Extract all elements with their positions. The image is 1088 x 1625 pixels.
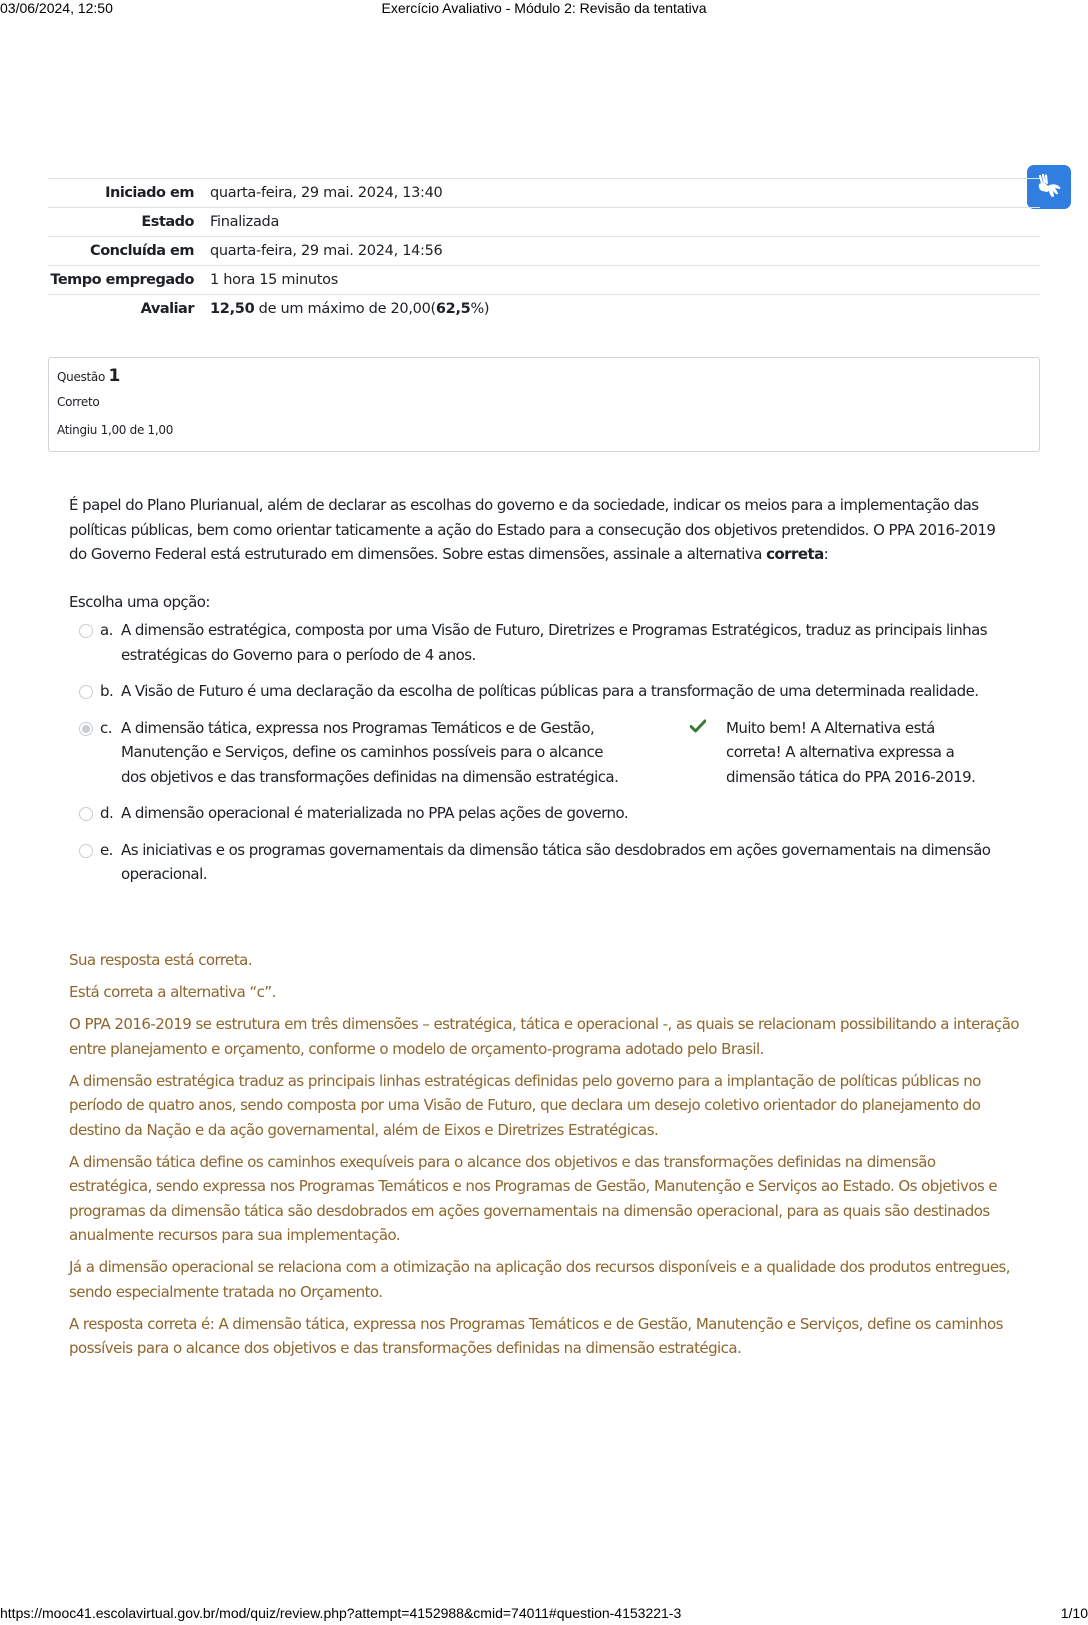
question-number: Questão 1 xyxy=(57,366,121,386)
print-title: Exercício Avaliativo - Módulo 2: Revisão da tentativa xyxy=(381,0,707,16)
attempt-summary-table xyxy=(48,178,1040,323)
print-footer xyxy=(0,1605,1088,1625)
question-text: É papel do Plano Plurianual, além de declarar as escolhas do governo e da sociedade, indicar os meios para a implementação das políticas públicas, bem como orientar taticamente a ação do Estado para a consecução dos objetivos pretendidos. O PPA 2016-2019 do Governo Federal está estruturado em dimensões. Sobre estas dimensões, assinale a alternativa correta: xyxy=(69,496,996,563)
correct-answer-text: A resposta correta é: A dimensão tática, expressa nos Programas Temáticos e de Gestão, Manutenção e Serviços, define os caminhos possíveis para o alcance dos objetivos e das transformações definidas na dimensão estratégica. xyxy=(69,1314,1003,1357)
summary-row-started xyxy=(48,179,1040,208)
radio-button[interactable] xyxy=(79,807,93,821)
answer-prompt: Escolha uma opção: xyxy=(69,592,210,611)
option-letter: b. xyxy=(100,682,114,700)
summary-value: 1 hora 15 minutos xyxy=(210,272,338,288)
question-state: Correto xyxy=(57,395,100,409)
summary-row-completed xyxy=(48,237,1040,266)
feedback-paragraph: Já a dimensão operacional se relaciona com a otimização na aplicação dos recursos disponíveis e a qualidade dos produtos entregues, sendo especialmente tratada no Orçamento. xyxy=(69,1258,1010,1301)
print-date: 03/06/2024, 12:50 xyxy=(0,0,113,16)
summary-row-time-taken xyxy=(48,266,1040,295)
page-url: https://mooc41.escolavirtual.gov.br/mod/quiz/review.php?attempt=4152988&cmid=74011#question-4153221-3 xyxy=(0,1605,682,1621)
page-number: 1/10 xyxy=(1060,1605,1088,1621)
option-text: A Visão de Futuro é uma declaração da escolha de políticas públicas para a transformação de uma determinada realidade. xyxy=(121,682,979,700)
summary-value: Finalizada xyxy=(210,214,280,230)
print-header xyxy=(0,0,1088,20)
grade-percent: 62,5 xyxy=(435,301,471,317)
radio-button-checked[interactable] xyxy=(79,722,93,736)
feedback-paragraph: Está correta a alternativa “c”. xyxy=(69,983,276,1001)
option-letter: d. xyxy=(100,804,114,822)
answer-option-d[interactable] xyxy=(69,801,1009,826)
feedback-paragraph: O PPA 2016-2019 se estrutura em três dimensões – estratégica, tática e operacional -, as quais se relacionam possibilitando a interação entre planejamento e orçamento, conforme o modelo de orçamento-programa adotado pelo Brasil. xyxy=(69,1015,1019,1058)
option-text: A dimensão operacional é materializada no PPA pelas ações de governo. xyxy=(121,804,629,822)
option-letter: c. xyxy=(100,718,112,737)
check-icon xyxy=(690,716,726,790)
feedback-text: Muito bem! A Alternativa está correta! A alternativa expressa a dimensão tática do PPA 2016-2019. xyxy=(726,718,976,786)
summary-value: 12,50 de um máximo de 20,00(62,5%) xyxy=(210,301,490,317)
summary-row-grade xyxy=(48,295,1040,324)
answer-option-c[interactable] xyxy=(69,716,1009,790)
answer-option-e[interactable] xyxy=(69,838,1009,887)
general-feedback xyxy=(69,948,1019,1368)
option-text: A dimensão tática, expressa nos Programas Temáticos e de Gestão, Manutenção e Serviços, define os caminhos possíveis para o alcance dos objetivos e das transformações definidas na dimensão estratégica. xyxy=(121,718,619,786)
answer-option-b[interactable] xyxy=(69,679,1009,704)
summary-label: Iniciado em xyxy=(105,185,194,201)
summary-value: quarta-feira, 29 mai. 2024, 14:56 xyxy=(210,243,443,259)
summary-label: Estado xyxy=(141,214,194,230)
summary-value: quarta-feira, 29 mai. 2024, 13:40 xyxy=(210,185,443,201)
option-letter: e. xyxy=(100,840,113,859)
radio-button[interactable] xyxy=(79,844,93,858)
radio-button[interactable] xyxy=(79,685,93,699)
question-info-box xyxy=(48,357,1040,452)
feedback-paragraph: Sua resposta está correta. xyxy=(69,951,253,969)
option-letter: a. xyxy=(100,621,113,639)
summary-row-state xyxy=(48,208,1040,237)
feedback-paragraph: A dimensão estratégica traduz as principais linhas estratégicas definidas pelo governo para a implantação de políticas públicas no período de quatro anos, sendo composta por uma Visão de Futuro, que declara um desejo coletivo orientador do planejamento do destino da Nação e da ação governamental, além de Eixos e Diretrizes Estratégicas. xyxy=(69,1071,981,1139)
option-text: As iniciativas e os programas governamentais da dimensão tática são desdobrados em ações governamentais na dimensão operacional. xyxy=(121,840,991,883)
answer-options xyxy=(69,618,1009,887)
question-grade: Atingiu 1,00 de 1,00 xyxy=(57,423,174,437)
summary-label: Avaliar xyxy=(140,301,194,317)
answer-option-a[interactable] xyxy=(69,618,1009,667)
option-text: A dimensão estratégica, composta por uma Visão de Futuro, Diretrizes e Programas Estratégicos, traduz as principais linhas estratégicas do Governo para o período de 4 anos. xyxy=(121,621,988,664)
radio-button[interactable] xyxy=(79,624,93,638)
summary-label: Concluída em xyxy=(90,243,194,259)
feedback-paragraph: A dimensão tática define os caminhos exequíveis para o alcance dos objetivos e das transformações definidas na dimensão estratégica, sendo expressa nos Programas Temáticos e nos Programas de Gestão, Manutenção e Serviços ao Estado. Os objetivos e programas da dimensão tática são desdobrados em ações governamentais na dimensão operacional, para as quais são destinados anualmente recursos para sua implementação. xyxy=(69,1152,998,1244)
summary-label: Tempo empregado xyxy=(50,272,194,288)
option-feedback xyxy=(690,716,980,790)
question-content xyxy=(69,493,1009,899)
grade-points: 12,50 xyxy=(210,301,255,317)
